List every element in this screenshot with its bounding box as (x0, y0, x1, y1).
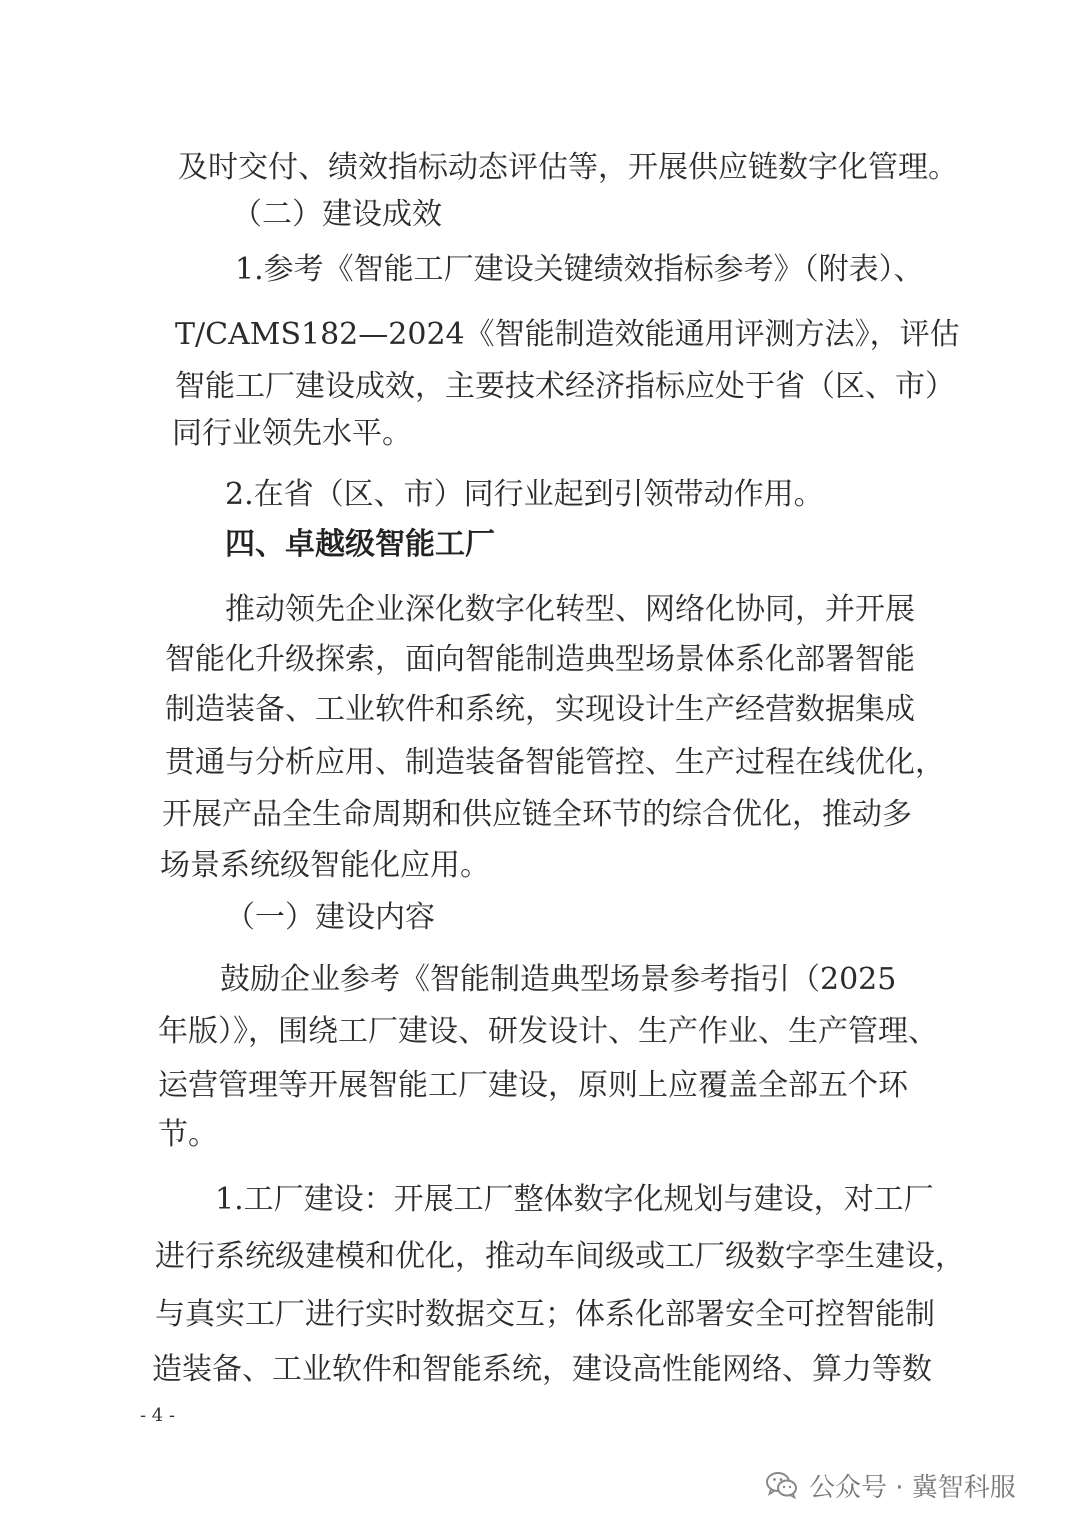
body-line: 运营管理等开展智能工厂建设，原则上应覆盖全部五个环 (158, 1068, 908, 1103)
body-line: 1.工厂建设：开展工厂整体数字化规划与建设，对工厂 (215, 1182, 934, 1217)
page-number: - 4 - (140, 1405, 176, 1426)
body-line: 制造装备、工业软件和系统，实现设计生产经营数据集成 (165, 692, 915, 727)
body-line: 节。 (158, 1117, 218, 1152)
body-line: T/CAMS182—2024《智能制造效能通用评测方法》，评估 (175, 317, 960, 352)
body-line: 2.在省（区、市）同行业起到引领带动作用。 (225, 477, 824, 512)
wechat-icon (765, 1470, 799, 1500)
body-line: 同行业领先水平。 (172, 416, 412, 451)
body-line: 造装备、工业软件和智能系统，建设高性能网络、算力等数 (152, 1352, 932, 1387)
body-line: 智能化升级探索，面向智能制造典型场景体系化部署智能 (165, 642, 915, 677)
body-line: 场景系统级智能化应用。 (160, 848, 490, 883)
body-line: 推动领先企业深化数字化转型、网络化协同，并开展 (225, 592, 915, 627)
body-line: 及时交付、绩效指标动态评估等，开展供应链数字化管理。 (178, 150, 958, 185)
body-line: 与真实工厂进行实时数据交互；体系化部署安全可控智能制 (155, 1297, 935, 1332)
section-heading: （一）建设内容 (225, 900, 435, 935)
chapter-heading: 四、卓越级智能工厂 (225, 527, 495, 562)
watermark (765, 1465, 1016, 1505)
watermark-text: 公众号 · 冀智科服 (809, 1472, 1016, 1503)
body-line: 进行系统级建模和优化，推动车间级或工厂级数字孪生建设， (155, 1239, 965, 1274)
body-line: 贯通与分析应用、制造装备智能管控、生产过程在线优化， (165, 745, 945, 780)
body-line: 鼓励企业参考《智能制造典型场景参考指引（2025 (220, 962, 897, 997)
body-line: 智能工厂建设成效，主要技术经济指标应处于省（区、市） (175, 369, 955, 404)
section-heading: （二）建设成效 (232, 197, 442, 232)
body-line: 年版）》，围绕工厂建设、研发设计、生产作业、生产管理、 (158, 1014, 938, 1049)
body-line: 开展产品全生命周期和供应链全环节的综合优化，推动多 (162, 797, 912, 832)
body-line: 1.参考《智能工厂建设关键绩效指标参考》（附表）、 (235, 252, 924, 287)
